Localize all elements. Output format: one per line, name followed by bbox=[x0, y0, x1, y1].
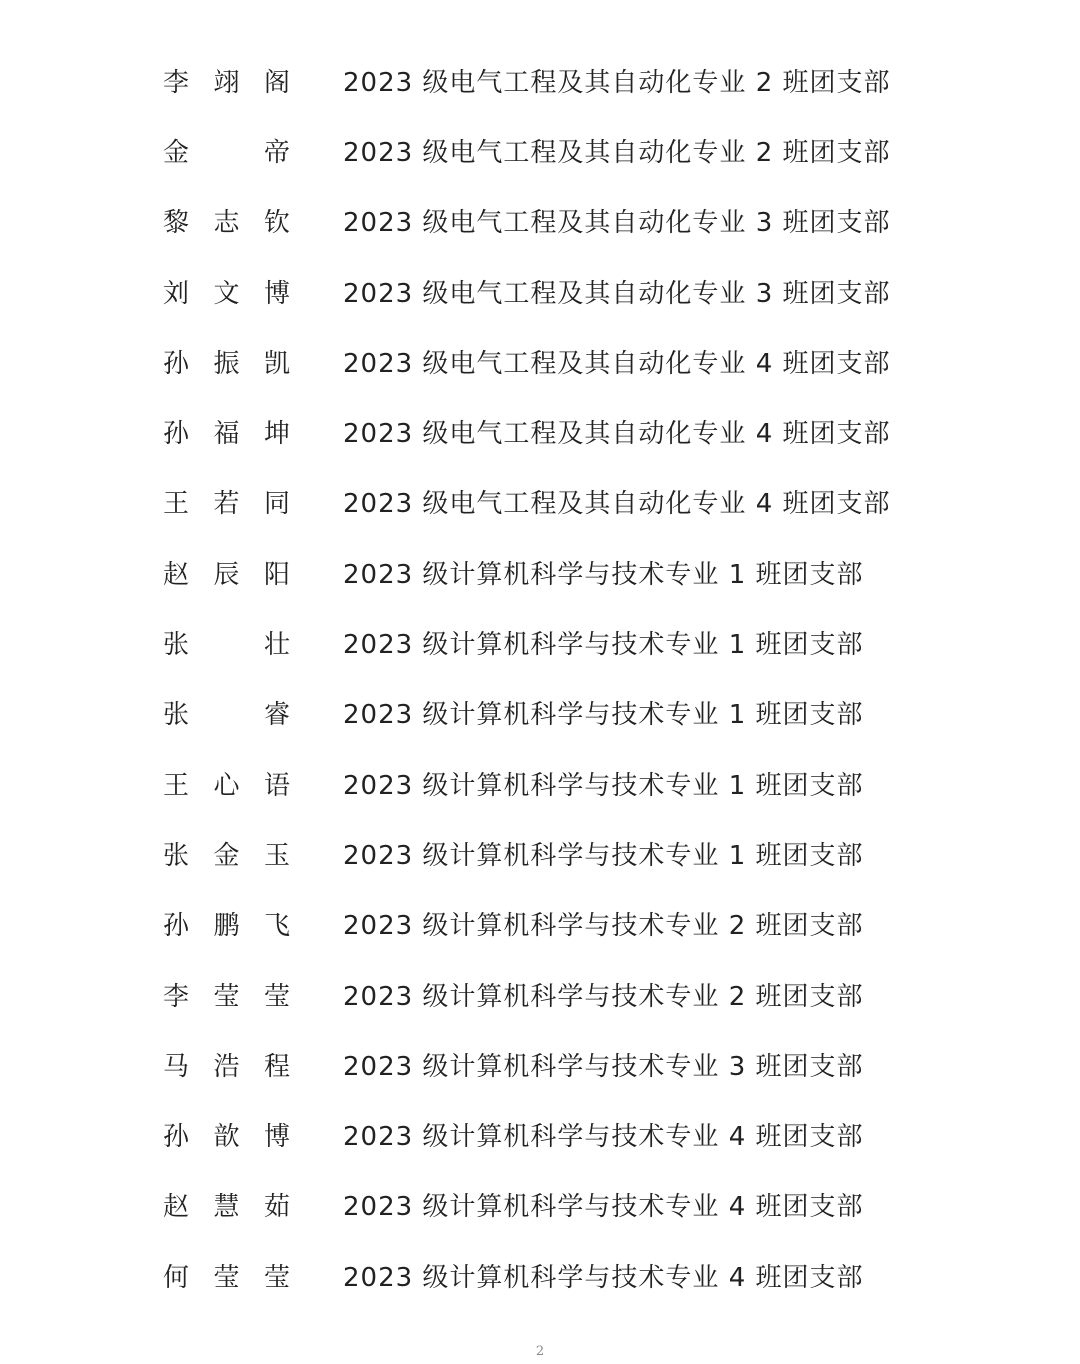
list-item bbox=[163, 1029, 1023, 1099]
name-list bbox=[163, 45, 1023, 1310]
person-name: 张金玉 bbox=[163, 840, 291, 871]
list-item bbox=[163, 396, 1023, 466]
branch-name: 2023 级电气工程及其自动化专业 3 班团支部 bbox=[343, 278, 891, 309]
branch-name: 2023 级计算机科学与技术专业 1 班团支部 bbox=[343, 630, 864, 661]
branch-name: 2023 级电气工程及其自动化专业 4 班团支部 bbox=[343, 489, 891, 520]
list-item bbox=[163, 818, 1023, 888]
person-name: 赵慧茹 bbox=[163, 1192, 291, 1223]
branch-name: 2023 级计算机科学与技术专业 1 班团支部 bbox=[343, 770, 864, 801]
person-name: 金 帝 bbox=[163, 137, 291, 168]
branch-name: 2023 级计算机科学与技术专业 3 班团支部 bbox=[343, 1051, 864, 1082]
list-item bbox=[163, 45, 1023, 115]
list-item bbox=[163, 115, 1023, 185]
list-item bbox=[163, 748, 1023, 818]
branch-name: 2023 级电气工程及其自动化专业 2 班团支部 bbox=[343, 67, 891, 98]
branch-name: 2023 级计算机科学与技术专业 1 班团支部 bbox=[343, 559, 864, 590]
list-item bbox=[163, 678, 1023, 748]
person-name: 刘文博 bbox=[163, 278, 291, 309]
person-name: 张 壮 bbox=[163, 630, 291, 661]
list-item bbox=[163, 186, 1023, 256]
branch-name: 2023 级计算机科学与技术专业 2 班团支部 bbox=[343, 981, 864, 1012]
person-name: 王若同 bbox=[163, 489, 291, 520]
person-name: 何莹莹 bbox=[163, 1262, 291, 1293]
branch-name: 2023 级计算机科学与技术专业 4 班团支部 bbox=[343, 1122, 864, 1153]
list-item bbox=[163, 889, 1023, 959]
branch-name: 2023 级计算机科学与技术专业 1 班团支部 bbox=[343, 700, 864, 731]
list-item bbox=[163, 326, 1023, 396]
list-item bbox=[163, 959, 1023, 1029]
list-item bbox=[163, 1170, 1023, 1240]
branch-name: 2023 级电气工程及其自动化专业 4 班团支部 bbox=[343, 419, 891, 450]
list-item bbox=[163, 607, 1023, 677]
person-name: 马浩程 bbox=[163, 1051, 291, 1082]
page-number: 2 bbox=[535, 1344, 545, 1359]
branch-name: 2023 级电气工程及其自动化专业 2 班团支部 bbox=[343, 137, 891, 168]
branch-name: 2023 级计算机科学与技术专业 4 班团支部 bbox=[343, 1192, 864, 1223]
branch-name: 2023 级计算机科学与技术专业 2 班团支部 bbox=[343, 911, 864, 942]
person-name: 孙福坤 bbox=[163, 419, 291, 450]
person-name: 王心语 bbox=[163, 770, 291, 801]
list-item bbox=[163, 1099, 1023, 1169]
person-name: 张 睿 bbox=[163, 700, 291, 731]
branch-name: 2023 级电气工程及其自动化专业 4 班团支部 bbox=[343, 348, 891, 379]
branch-name: 2023 级计算机科学与技术专业 1 班团支部 bbox=[343, 840, 864, 871]
person-name: 孙歆博 bbox=[163, 1122, 291, 1153]
branch-name: 2023 级计算机科学与技术专业 4 班团支部 bbox=[343, 1262, 864, 1293]
person-name: 孙振凯 bbox=[163, 348, 291, 379]
person-name: 孙鹏飞 bbox=[163, 911, 291, 942]
list-item bbox=[163, 467, 1023, 537]
person-name: 李翊阁 bbox=[163, 67, 291, 98]
branch-name: 2023 级电气工程及其自动化专业 3 班团支部 bbox=[343, 208, 891, 239]
list-item bbox=[163, 256, 1023, 326]
person-name: 赵辰阳 bbox=[163, 559, 291, 590]
person-name: 黎志钦 bbox=[163, 208, 291, 239]
person-name: 李莹莹 bbox=[163, 981, 291, 1012]
list-item bbox=[163, 537, 1023, 607]
list-item bbox=[163, 1240, 1023, 1310]
